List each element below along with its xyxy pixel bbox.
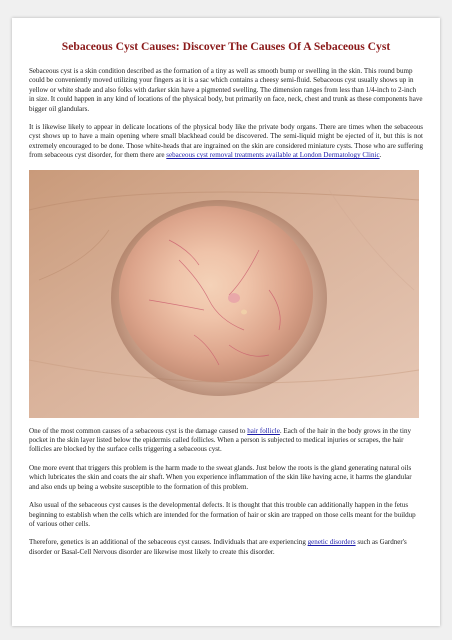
paragraph-genetics-pre: Therefore, genetics is an additional of the sebaceous cyst causes. Individuals that are experiencing (29, 538, 308, 547)
hair-follicle-link[interactable]: hair follicle (247, 426, 280, 435)
paragraph-intro: Sebaceous cyst is a skin condition described as the formation of a tiny as well as smooth bump or swelling in the skin. This round bump could be conveniently moved utilizing your fingers as it is a sac which contains a cheesy semi-fluid. Sebaceous cyst usually shows up in yellow or white shade and also folks with darker skin have a pigmented swelling. The dimension ranges from less than 1/4-inch to 2-inch in size. It could happen in any kind of locations of the physical body, but primarily on face, neck, chest and trunk as these components have bigger oil glandulars. (29, 67, 423, 113)
paragraph-locations-text: It is likewise likely to appear in delicate locations of the physical body like the private body organs. There are times when the sebaceous cyst shows up to have a main opening where small blackhead could be discovered. The semi-liquid might be ejected of it, but this is not extremely encouraged to be done. Those white-heads that are ingrained on the skin are considered miniature cysts. Those who are suffering from sebaceous cyst disorder, for them there are (29, 123, 423, 160)
paragraph-hair-follicle-pre: One of the most common causes of a sebaceous cyst is the damage caused to (29, 426, 248, 435)
clinic-treatment-link[interactable]: sebaceous cyst removal treatments available at London Dermatology Clinic (166, 151, 380, 160)
paragraph-hair-follicle (29, 427, 423, 455)
paragraph-locations-end: . (379, 151, 382, 160)
paragraph-locations (29, 123, 423, 161)
document-page (12, 18, 440, 626)
paragraph-hair-follicle-post: . Each of the hair in the body grows in the tiny pocket in the skin layer listed below the epidermis called follicles. When a person is subjected to medical injuries or scrapes, the hair follicles are blocked by the surface cells triggering a sebaceous cyst. (29, 426, 412, 454)
genetic-disorders-link[interactable]: genetic disorders (307, 538, 356, 547)
paragraph-sweat-glands: One more event that triggers this problem is the harm made to the sweat glands. Just below the roots is the gland generating natural oils which lubricates the skin and coats the air shaft. When you experience inflammation of the skin like having acne, it harms the glandular and also ends up being a website susceptible to the formation of this problem. (29, 463, 412, 491)
paragraph-developmental-defects: Also usual of the sebaceous cyst causes is the developmental defects. It is thought that this trouble can additionally happen in the fetus beginning to establish when the cells which are intended for the formation of hair or skin are trapped on those cells meant for the buildup of various other cells. (29, 501, 416, 528)
paragraph-genetics (29, 538, 423, 557)
paragraph-genetics-post: such as Gardner's disorder or Basal-Cell Nervous disorder are likewise most likely to create this disorder. (29, 538, 407, 556)
sebaceous-cyst-photo (29, 170, 419, 418)
article-title: Sebaceous Cyst Causes: Discover The Causes Of A Sebaceous Cyst (61, 40, 391, 53)
